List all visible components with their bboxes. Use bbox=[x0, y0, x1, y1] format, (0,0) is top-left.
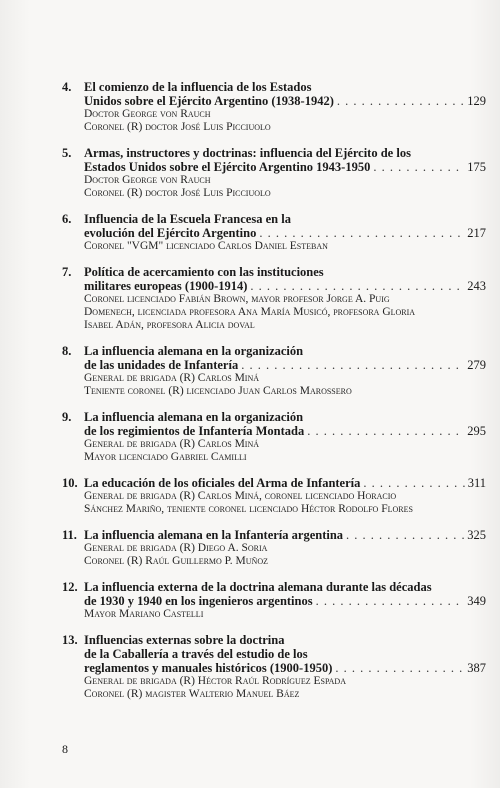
entry-authors bbox=[84, 438, 486, 464]
entry-title bbox=[84, 528, 486, 542]
entry-title-line: militares europeas (1900-1914) bbox=[84, 279, 248, 293]
entry-title-line: reglamentos y manuales históricos (1900-1950) bbox=[84, 661, 333, 675]
entry-page-number: 325 bbox=[467, 528, 486, 542]
entry-title-line: La influencia alemana en la organización bbox=[84, 410, 304, 424]
entry-authors bbox=[84, 293, 486, 332]
entry-page-number: 387 bbox=[467, 661, 486, 675]
entry-page-number: 129 bbox=[467, 94, 486, 108]
page-number: 8 bbox=[62, 742, 68, 756]
dot-leader bbox=[250, 279, 464, 293]
author-line: General de brigada (R) Héctor Raúl Rodríguez Espada bbox=[84, 675, 346, 687]
entry-page-number: 295 bbox=[467, 424, 486, 438]
entry-title bbox=[84, 633, 486, 675]
author-line: General de brigada (R) Carlos Miná bbox=[84, 372, 260, 384]
entry-title-line: de las unidades de Infantería bbox=[84, 358, 239, 372]
toc-entry bbox=[62, 265, 486, 332]
dot-leader bbox=[346, 528, 464, 542]
entry-title-line: Política de acercamiento con las instituciones bbox=[84, 265, 324, 279]
toc-entry bbox=[62, 344, 486, 398]
entry-page-number: 279 bbox=[467, 358, 486, 372]
entry-number: 7. bbox=[62, 265, 72, 279]
author-line: Coronel (R) doctor José Luis Picciuolo bbox=[84, 187, 271, 199]
entry-page-number: 311 bbox=[467, 476, 486, 490]
dot-leader bbox=[337, 94, 464, 108]
entry-title-line: Armas, instructores y doctrinas: influencia del Ejército de los bbox=[84, 146, 411, 160]
entry-title bbox=[84, 580, 486, 608]
author-line: Doctor George von Rauch bbox=[84, 174, 211, 186]
author-line: Isabel Adán, profesora Alicia doval bbox=[84, 319, 255, 331]
author-line: Coronel (R) doctor José Luis Picciuolo bbox=[84, 121, 271, 133]
entry-number: 11. bbox=[62, 528, 77, 542]
toc-entry bbox=[62, 580, 486, 621]
dot-leader bbox=[307, 424, 464, 438]
toc-entry bbox=[62, 528, 486, 568]
entry-title bbox=[84, 476, 486, 490]
toc-entry bbox=[62, 146, 486, 200]
author-line: Mayor Mariano Castelli bbox=[84, 608, 204, 620]
author-line: Domenech, licenciada profesora Ana María Musicó, profesora Gloria bbox=[84, 306, 416, 318]
entry-authors bbox=[84, 108, 486, 134]
entry-number: 9. bbox=[62, 410, 72, 424]
author-line: General de brigada (R) Carlos Miná, coronel licenciado Horacio bbox=[84, 490, 397, 502]
toc-entry bbox=[62, 633, 486, 701]
entry-title bbox=[84, 265, 486, 293]
entry-page-number: 175 bbox=[467, 160, 486, 174]
entry-number: 6. bbox=[62, 212, 72, 226]
entry-title bbox=[84, 410, 486, 438]
entry-authors bbox=[84, 542, 486, 568]
author-line: Mayor licenciado Gabriel Camilli bbox=[84, 451, 247, 463]
entry-authors bbox=[84, 608, 486, 621]
toc-entry bbox=[62, 476, 486, 516]
entry-title-line: Unidos sobre el Ejército Argentino (1938-1942) bbox=[84, 94, 334, 108]
entry-page-number: 243 bbox=[467, 279, 486, 293]
entry-title-line: La educación de los oficiales del Arma de Infantería bbox=[84, 476, 361, 490]
dot-leader bbox=[241, 358, 464, 372]
entry-authors bbox=[84, 372, 486, 398]
author-line: General de brigada (R) Diego A. Soria bbox=[84, 542, 268, 554]
toc-entry bbox=[62, 212, 486, 253]
entry-page-number: 217 bbox=[467, 226, 486, 240]
entry-title-line: La influencia alemana en la organización bbox=[84, 344, 304, 358]
entry-title-line: de 1930 y 1940 en los ingenieros argentinos bbox=[84, 594, 313, 608]
entry-authors bbox=[84, 675, 486, 701]
entry-title-line: La influencia externa de la doctrina alemana durante las décadas bbox=[84, 580, 432, 594]
author-line: Coronel (R) Raúl Guillermo P. Muñoz bbox=[84, 555, 269, 567]
entry-authors bbox=[84, 174, 486, 200]
dot-leader bbox=[335, 661, 464, 675]
entry-number: 10. bbox=[62, 476, 78, 490]
entry-page-number: 349 bbox=[467, 594, 486, 608]
entry-title-line: El comienzo de la influencia de los Estados bbox=[84, 80, 312, 94]
entry-authors bbox=[84, 240, 486, 253]
dot-leader bbox=[373, 160, 464, 174]
author-line: Teniente coronel (R) licenciado Juan Carlos Marossero bbox=[84, 385, 352, 397]
entry-title-line: Influencia de la Escuela Francesa en la bbox=[84, 212, 291, 226]
entry-title-line: de los regimientos de Infantería Montada bbox=[84, 424, 305, 438]
entry-title bbox=[84, 80, 486, 108]
author-line: General de brigada (R) Carlos Miná bbox=[84, 438, 260, 450]
entry-number: 13. bbox=[62, 633, 78, 647]
toc-entry bbox=[62, 80, 486, 134]
entry-authors bbox=[84, 490, 486, 516]
author-line: Sánchez Mariño, teniente coronel licenciado Héctor Rodolfo Flores bbox=[84, 503, 413, 515]
entry-number: 5. bbox=[62, 146, 72, 160]
author-line: Coronel (R) magister Walterio Manuel Báez bbox=[84, 688, 300, 700]
author-line: Coronel "VGM" licenciado Carlos Daniel Esteban bbox=[84, 240, 328, 252]
entry-title-line: Estados Unidos sobre el Ejército Argentino 1943-1950 bbox=[84, 160, 371, 174]
toc-entry bbox=[62, 410, 486, 464]
entry-number: 8. bbox=[62, 344, 72, 358]
entry-title-line: La influencia alemana en la Infantería argentina bbox=[84, 528, 344, 542]
entry-title bbox=[84, 146, 486, 174]
entry-number: 4. bbox=[62, 80, 72, 94]
entry-title bbox=[84, 212, 486, 240]
dot-leader bbox=[259, 226, 464, 240]
author-line: Coronel licenciado Fabián Brown, mayor profesor Jorge A. Puig bbox=[84, 293, 390, 305]
table-of-contents bbox=[62, 80, 486, 713]
entry-number: 12. bbox=[62, 580, 78, 594]
entry-title-line: Influencias externas sobre la doctrina bbox=[84, 633, 285, 647]
entry-title-line: de la Caballería a través del estudio de los bbox=[84, 647, 308, 661]
author-line: Doctor George von Rauch bbox=[84, 108, 211, 120]
entry-title bbox=[84, 344, 486, 372]
dot-leader bbox=[316, 594, 465, 608]
dot-leader bbox=[363, 476, 464, 490]
entry-title-line: evolución del Ejército Argentino bbox=[84, 226, 257, 240]
